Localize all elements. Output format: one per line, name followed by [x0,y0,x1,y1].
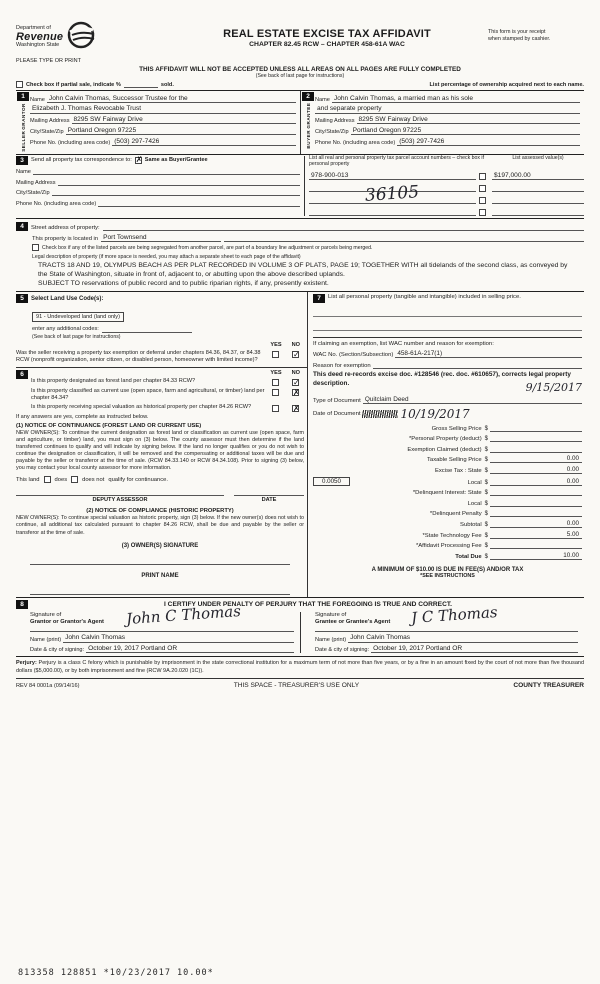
segregated-label: Check box if any of the listed parcels are being segregated from another parcel, are part of a boundary line adjustment or parcels being merged. [42,245,373,252]
please-type-or-print: PLEASE TYPE OR PRINT [16,58,82,64]
does-label: does [54,476,68,483]
section-7-tax-computation [308,292,584,596]
money-label-taxable: Taxable Selling Price [426,457,482,464]
corr-name-field[interactable] [33,167,300,175]
assessed-values-header: List assessed value(s) [512,154,564,161]
grantor-signature-line[interactable] [30,628,294,632]
parties-row [16,90,584,155]
section-5-land-use [16,292,307,368]
assessed-value-field-1[interactable]: $197,000.00 [492,172,584,180]
receipt-note-line2: when stamped by cashier. [488,35,551,42]
form-header [16,20,584,64]
sec5-yes-header: YES [270,342,282,349]
corr-phone-label: Phone No. (including area code) [16,200,97,207]
ownership-percentage-note: List percentage of ownership acquired next to each name. [429,81,584,88]
buyer-citystate-field[interactable]: Portland Oregon 97225 [351,127,580,135]
if-yes-note: If any answers are yes, complete as instructed below. [16,414,149,421]
money-label-delinquent-local: Local [467,500,482,507]
personal-property-blank-line-1[interactable] [313,307,582,317]
section-4-property [16,219,584,293]
same-as-buyer-label: Same as Buyer/Grantee [144,157,208,164]
grantee-signature-of-label: Signature of [315,611,347,618]
grantor-signature-block [16,601,300,654]
money-label-exemption: Exemption Claimed (deduct) [407,446,482,453]
grantee-name-print-label: Name (print) [315,636,347,643]
deputy-assessor-label: DEPUTY ASSESSOR [16,495,224,503]
money-label-gross: Gross Selling Price [431,425,482,432]
dollar-sign: $ [484,553,488,560]
personal-property-checkbox-1[interactable] [479,173,486,180]
dollar-sign: $ [484,436,488,443]
sec5-see-back-note: (See back of last page for instructions) [32,334,121,341]
legal-description-text [38,262,578,288]
county-treasurer-label: COUNTY TREASURER [513,682,584,690]
notice-continuance-title: (1) NOTICE OF CONTINUANCE (FOREST LAND OR CURRENT USE) [16,423,202,430]
corr-mailing-field[interactable] [58,178,301,186]
money-label-total-due: Total Due [455,553,482,560]
street-address-label: Street address of property: [31,225,100,232]
cashier-stamp: 813358 128851 *10/23/2017 10.00* [18,968,214,978]
located-in-label: This property is located in [32,235,99,242]
forest-yes-checkbox[interactable] [272,379,279,386]
send-correspondence-label: Send all property tax correspondence to: [31,157,132,164]
partial-sale-percent-field[interactable] [124,81,158,88]
does-not-qualify-checkbox[interactable] [71,476,78,483]
personal-property-deduct-field[interactable] [490,434,582,442]
money-label-technology-fee: *State Technology Fee [422,532,482,539]
department-wordmark [16,26,63,49]
buyer-name-label: Name [315,96,330,103]
state-technology-fee-field[interactable]: 5.00 [490,531,582,539]
tax-exemption-question: Was the seller receiving a property tax exemption or deferral under chapters 84.36, 84.37, or 84.38 RCW (nonprofit organization, senior citizen, or disabled person, homeowner with limited income)? [16,350,261,364]
corr-name-label: Name [16,169,31,176]
seller-citystate-field[interactable]: Portland Oregon 97225 [66,127,296,135]
see-back-note: (See back of last page for instructions) [255,73,345,79]
grantor-name-print-field[interactable]: John Calvin Thomas [63,634,294,642]
assessor-date-label: DATE [234,495,304,503]
parcel-numbers-header: List all real and personal property tax parcel account numbers – check box if personal property [309,154,485,167]
current-use-yes-checkbox[interactable] [272,389,279,396]
dollar-sign: $ [484,479,488,486]
treasurer-space-label: THIS SPACE - TREASURER'S USE ONLY [233,682,360,690]
land-use-label: Select Land Use Code(s): [31,295,104,302]
dollar-sign: $ [484,543,488,550]
dollar-sign: $ [484,522,488,529]
dollar-sign: $ [484,500,488,507]
land-use-code-field[interactable]: 91 - Undeveloped land (land only) [32,312,124,322]
seller-name-label: Name [30,96,45,103]
sec5-no-header: NO [291,342,300,349]
wac-number-field[interactable]: 458-61A-217(1) [395,350,582,358]
money-label-local: Local [467,479,482,486]
money-label-delinquent-penalty: *Delinquent Penalty [429,511,482,518]
print-name-label: PRINT NAME [141,572,179,579]
gross-selling-price-field[interactable] [490,424,582,432]
section-5-badge: 5 [16,294,28,303]
handwritten-reason-date: 9/15/2017 [525,381,582,395]
grantee-signature[interactable]: J C Thomas [410,602,499,627]
form-title: REAL ESTATE EXCISE TAX AFFIDAVIT [223,28,431,40]
seller-side-word: SELLER [20,130,26,152]
historic-property-question: Is this property receiving special valuation as historical property per chapter 84.26 RCW? [31,404,252,411]
assessed-value-field-4[interactable] [492,208,584,216]
section-1-badge: 1 [17,92,29,101]
section-7-badge: 7 [313,294,325,303]
subtotal-field[interactable]: 0.00 [490,520,582,528]
dollar-sign: $ [484,468,488,475]
buyer-name-field[interactable]: John Calvin Thomas, a married man as his sole [332,95,580,103]
does-qualify-checkbox[interactable] [44,476,51,483]
receipt-note-line1: This form is your receipt [488,29,546,35]
sec6-no-header: NO [291,370,300,377]
reason-for-exemption-line[interactable] [373,361,582,369]
section-6-badge: 6 [16,370,28,379]
type-of-document-field[interactable]: Quitclaim Deed [363,396,582,404]
grantee-side-word: GRANTEE [305,103,311,129]
street-address-field[interactable] [103,223,584,231]
dollar-sign: $ [484,457,488,464]
parcel-number-field-4[interactable] [309,208,476,216]
dept-small-text: Department of [16,24,51,31]
sec6-yes-header: YES [270,370,282,377]
excise-tax-state-field[interactable]: 0.00 [490,466,582,474]
grantor-agent-label: Grantor or Grantor's Agent [30,618,104,625]
grantor-signature[interactable]: John C Thomas [125,601,242,628]
reason-for-exemption-text: This deed re-records excise doc. #128546 (rec. doc. #610657), corrects legal property description. [313,371,571,387]
notice-continuance-body: NEW OWNER(S): To continue the current designation as forest land or classification as current use (open space, farm and agriculture, or timber) land, you must sign on (3) below. The county assessor must then determine if the land transferred continues to qualify and will indicate by signing below. If the land no longer qualifies or you do not wish to continue the designation or classification, it will be removed and the compensating or additional taxes will be due and payable by the seller or transferor at the time of sale. (RCW 84.33.140 or RCW 84.34.108). Prior to signing (3) below, you may contact your local county assessor for more information. [16,430,304,472]
section-8-badge: 8 [16,600,28,609]
corr-citystate-label: City/State/Zip [16,190,50,197]
owners-signature-title: (3) OWNER(S) SIGNATURE [121,542,199,549]
buyer-mailing-field[interactable]: 8295 SW Fairway Drive [357,116,581,124]
buyer-phone-label: Phone No. (including area code) [315,139,396,146]
perjury-notice [16,660,584,679]
personal-property-checkbox-2[interactable] [479,185,486,192]
same-as-buyer-checkbox[interactable] [135,157,142,164]
local-tax-field[interactable]: 0.00 [490,478,582,486]
seller-phone-label: Phone No. (including area code) [30,139,111,146]
seller-citystate-label: City/State/Zip [30,129,64,135]
exemption-yes-checkbox[interactable] [272,351,279,358]
assessed-value-field-3[interactable] [492,196,584,204]
date-of-document-label: Date of Document [313,411,361,418]
grantee-name-print-field[interactable]: John Calvin Thomas [348,634,578,642]
located-in-field[interactable]: Port Townsend [101,234,221,242]
partial-sale-label: Check box if partial sale, indicate % [26,81,121,88]
local-rate-box[interactable]: 0.0050 [313,477,350,486]
type-of-document-label: Type of Document [313,398,361,405]
dollar-sign: $ [484,425,488,432]
form-footer [16,682,584,689]
grantee-date-city-label: Date & city of signing: [315,647,370,654]
handwritten-parcel-note: 36105 [364,181,420,206]
money-label-personal: *Personal Property (deduct) [408,436,482,443]
exemption-claimed-field[interactable] [490,445,582,453]
additional-codes-field[interactable] [102,325,192,333]
sold-label: sold. [160,81,174,88]
dept-state-text: Washington State [16,42,60,49]
buyer-side-word: BUYER [305,129,311,149]
delinquent-interest-local-field[interactable] [490,499,582,507]
personal-property-checkbox-3[interactable] [479,197,486,204]
notice-compliance-body: NEW OWNER(S): To continue special valuation as historic property, sign (3) below. If the new owner(s) does not wish to continue, all additional tax calculated pursuant to chapter 84.26 RCW, shall be due and payable by the seller or transferor at the time of sale. [16,515,304,536]
grantor-date-city-field[interactable]: October 19, 2017 Portland OR [86,645,294,653]
revenue-logo-icon [66,20,96,55]
corr-phone-field[interactable] [98,199,300,207]
this-land-label: This land [16,476,40,483]
buyer-citystate-label: City/State/Zip [315,129,349,135]
section-2-badge: 2 [302,92,314,101]
buyer-name-field-line2[interactable]: and separate property [315,105,580,113]
taxable-selling-price-field[interactable]: 0.00 [490,455,582,463]
personal-property-list-label: List all personal property (tangible and intangible) included in selling price. [328,294,521,301]
partial-sale-row [16,81,584,88]
delinquent-penalty-field[interactable] [490,509,582,517]
seller-mailing-field[interactable]: 8295 SW Fairway Drive [72,116,297,124]
total-due-field[interactable]: 10.00 [490,552,582,560]
dept-name-text: Revenue [16,30,64,43]
buyer-grantee-side-label [306,103,311,149]
not-accepted-warning: THIS AFFIDAVIT WILL NOT BE ACCEPTED UNLESS ALL AREAS ON ALL PAGES ARE FULLY COMPLETED [139,66,461,73]
does-not-label: does not [82,476,105,483]
notice-compliance-title: (2) NOTICE OF COMPLIANCE (HISTORIC PROPERTY) [86,508,234,515]
personal-property-checkbox-4[interactable] [479,209,486,216]
seller-name-field-line2[interactable]: Elizabeth J. Thomas Revocable Trust [30,105,296,113]
grantee-signature-block [300,602,584,654]
section-8-signatures [16,598,584,658]
forest-no-checkbox[interactable] [292,379,299,386]
see-instructions-note: *SEE INSTRUCTIONS [420,572,475,579]
seller-name-field[interactable]: John Calvin Thomas, Successor Trustee for the [47,95,296,103]
buyer-phone-field[interactable]: (503) 297-7426 [397,138,580,146]
grantor-signature-of-label: Signature of [30,611,62,618]
legal-paragraph-1: TRACTS 18 AND 19, OLYMPUS BEACH AS PER PLAT RECORDED IN VOLUME 3 OF PLATS, PAGE 19; TOGETHER WITH all tidelands of the second class, as conveyed by the State of Washington, situate in front of, adjacent to, or abutting upon the above described uplands. [38,261,568,278]
section-4-badge: 4 [16,222,28,231]
parcel-number-field-1[interactable]: 978-900-013 [309,172,476,180]
current-use-no-checkbox[interactable] [292,389,299,396]
seller-phone-field[interactable]: (503) 297-7426 [112,138,296,146]
print-name-line[interactable] [30,583,290,595]
corr-mailing-label: Mailing Address [16,179,56,186]
perjury-text: Perjury is a class C felony which is punishable by imprisonment in the state correctional institution for a maximum term of not more than five years, or by a fine in an amount fixed by the court of not more than five thousand dollars ($5,000.00), or by both imprisonment and fine (RCW 9A.20.020 (1C)). [16,660,585,674]
seller-grantor-side-label [21,103,26,152]
perjury-label: Perjury: [16,660,37,667]
money-label-processing-fee: *Affidavit Processing Fee [415,543,482,550]
exemption-no-checkbox[interactable] [292,351,299,358]
grantee-date-city-field[interactable]: October 19, 2017 Portland OR [371,645,578,653]
corr-citystate-field[interactable] [52,188,300,196]
exemption-intro: If claiming an exemption, list WAC number and reason for exemption: [313,337,582,347]
grantor-side-word: GRANTOR [20,103,26,130]
forest-land-question: Is this property designated as forest land per chapter 84.33 RCW? [31,378,196,385]
assessed-value-field-2[interactable] [492,184,584,192]
reason-for-exemption-label: Reason for exemption [313,363,371,370]
money-label-subtotal: Subtotal [460,522,482,529]
chapter-line: CHAPTER 82.45 RCW – CHAPTER 458-61A WAC [249,41,405,48]
buyer-mailing-label: Mailing Address [315,118,355,125]
section-3-correspondence [16,155,584,219]
dollar-sign: $ [484,511,488,518]
section-6-classification [16,368,307,596]
section-1-seller [16,91,300,154]
dollar-sign: $ [484,446,488,453]
dollar-sign: $ [484,490,488,497]
legal-description-label: Legal description of property (if more space is needed, you may attach a separate sheet to each page of the affidavit) [32,253,301,260]
grantee-signature-line[interactable] [315,628,578,632]
qualify-label: qualify for continuance. [108,476,168,483]
certify-statement: I CERTIFY UNDER PENALTY OF PERJURY THAT THE FOREGOING IS TRUE AND CORRECT. [164,600,452,608]
minimum-due-note: A MINIMUM OF $10.00 IS DUE IN FEE(S) AND/OR TAX [371,566,524,573]
grantee-agent-label: Grantee or Grantee's Agent [315,618,391,625]
legal-paragraph-2: SUBJECT TO reservations of public record and to public riparian rights, if any, presently existent. [38,279,329,287]
section-2-buyer [300,91,584,154]
wac-number-label: WAC No. (Section/Subsection) [313,352,394,359]
delinquent-interest-state-field[interactable] [490,488,582,496]
middle-columns [16,292,584,597]
located-in-extra-line[interactable] [224,234,584,242]
money-label-delinquent-interest-state: *Delinquent Interest: State [412,490,482,497]
receipt-note [488,20,584,43]
strikethrough-scribble [362,410,398,418]
current-use-question: Is this property classified as current use (open space, farm and agricultural, or timber) land per chapter 84.34? [31,388,265,402]
rev-number: REV 84 0001a (09/14/16) [16,682,80,689]
partial-sale-checkbox[interactable] [16,81,23,88]
personal-property-blank-line-2[interactable] [313,321,582,331]
grantor-date-city-label: Date & city of signing: [30,647,85,654]
section-3-badge: 3 [16,156,28,165]
seller-mailing-label: Mailing Address [30,118,70,125]
historic-no-checkbox[interactable] [292,405,299,412]
owners-signature-line[interactable] [30,553,290,565]
affidavit-processing-fee-field[interactable] [490,541,582,549]
dollar-sign: $ [484,532,488,539]
segregated-checkbox[interactable] [32,244,39,251]
money-label-excise-state: Excise Tax : State [434,468,482,475]
historic-yes-checkbox[interactable] [272,405,279,412]
additional-codes-label: enter any additional codes: [32,326,99,333]
grantor-name-print-label: Name (print) [30,636,62,643]
handwritten-document-date: 10/19/2017 [400,407,470,422]
